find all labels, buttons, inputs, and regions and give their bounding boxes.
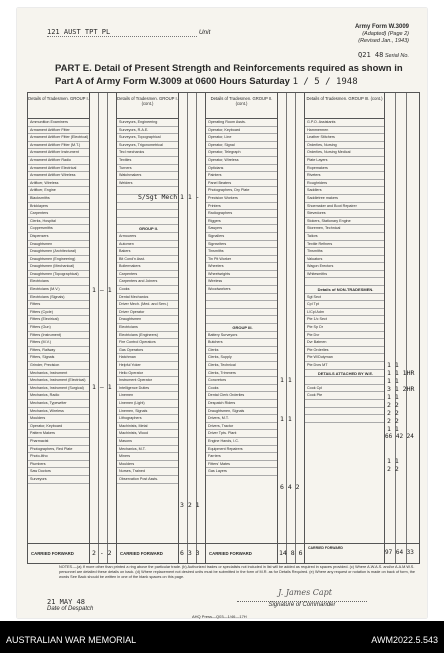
trade-row: Fitters (Instrument) [28,332,89,340]
trade-row: Panel Beaters [206,180,277,188]
cf-label-4: CARRIED FORWARD [308,546,343,550]
trade-row: Cpl Tpt [305,301,384,309]
hw-c4-cpl: 1 1 1HR [387,369,415,377]
trade-row: Riggers [206,218,277,226]
col2-rows [117,119,178,484]
trade-row: Draughtsmen (Engineering) [28,256,89,264]
hw-c4-dvrs: 66 42 24 [385,433,414,440]
trade-row: Farriers [206,453,277,461]
form-line2: (Adapted) (Page 2) [362,31,409,37]
trade-row: Operator, Signal [206,142,277,150]
trade-row: Fitters (M.V.) [28,339,89,347]
trade-row: Armament Artificer Fitter (M.T.) [28,142,89,150]
trade-row: Hatchman [117,354,178,362]
trade-row: Linemen, Signals [117,408,178,416]
hw-c2-welder-nums: 1 1 - [180,193,200,201]
hw-cf-c4: 97 64 33 [385,549,414,556]
hw-c4-sgt: 1 1 [387,361,399,369]
trade-row: Tailors [305,233,384,241]
trade-row: Tinsmiths [305,248,384,256]
trade-row [305,415,384,423]
trade-row: Roughriders [305,180,384,188]
trade-row: Lithographers [117,415,178,423]
trade-row: Photographers, Dry Plate [206,187,277,195]
trade-row [117,218,178,226]
trade-row: Operator, Keyboard [28,423,89,431]
trade-row: Pte Dvr [305,332,384,340]
hw-cf-c2: 6 3 3 [180,549,200,557]
trade-row [305,377,384,385]
trade-row: GROUP III. [206,324,277,332]
unit-value: 121 AUST TPT PL [47,28,197,37]
col1-trades [28,93,90,563]
trade-row: Sawyers [206,225,277,233]
trade-row: Opticians [206,165,277,173]
hw-c1-elect: 1 — 1 [92,286,112,294]
form-reference [355,24,409,45]
trade-row: Moulders [28,415,89,423]
trade-row: Cooks [206,385,277,393]
trade-row: L/Cpl Adm [305,309,384,317]
trade-row: Riveters [305,172,384,180]
trade-row: Pte W/Dutyman [305,354,384,362]
trade-row: Draughtsmen [117,316,178,324]
trade-row: Surveyors [28,476,89,484]
trade-row: Pte 1/c Sect [305,316,384,324]
trade-row: Miners [117,453,178,461]
trade-row: Nurses, Trained [117,468,178,476]
trade-row [305,408,384,416]
trade-row: Boilermakers [117,263,178,271]
trade-row: Plate Layers [305,157,384,165]
trade-row: Drivers, M.T. [206,415,277,423]
trade-row: Surveyors, Trigonometrical [117,142,178,150]
trade-row [206,309,277,317]
trade-row: Textile Refiners [305,241,384,249]
trade-row: Turners [117,165,178,173]
trade-row: Dental Clerk Orderlies [206,392,277,400]
trade-row: Electricians (M.V.) [28,286,89,294]
print-code: AHQ Press—Q03—1/46—17H [192,614,247,619]
trade-row: Fitters' Mates [206,461,277,469]
trade-row: Pte Dvrs MT [305,362,384,370]
trade-row: Orderlies, Nursing Medical [305,149,384,157]
trade-row: Fitters (Gun) [28,324,89,332]
trade-row: Pharmacist [28,438,89,446]
trade-row: Pattern Makers [28,430,89,438]
hw-cf-c1: 2 - 2 [92,549,112,557]
trade-row: Linemen (Light) [117,400,178,408]
col3-header: Details of Tradesmen. GROUP II. (cont.) [206,93,277,119]
despatch-value: 21 MAY 48 [47,598,85,606]
trade-row: Saddlers [305,187,384,195]
trade-row: Drivers, Tractor [206,423,277,431]
trade-row [206,316,277,324]
trade-row [117,210,178,218]
trade-row: Engine Hands, I.C. [206,438,277,446]
col1-numbers [90,93,117,563]
trade-row: Clerks, Hospital [28,218,89,226]
signature-label: Signature of Commander [237,601,367,608]
trade-row: Mechanics, Typewriter [28,400,89,408]
trade-row: Wagon Erectors [305,263,384,271]
trade-row: Moulders [117,461,178,469]
commander-signature: J. James Capt [278,588,332,597]
trade-row: Operator, Wireless [206,157,277,165]
form-line3: (Revised Jan., 1943) [358,38,409,44]
trade-row: Printers [206,203,277,211]
trade-row: Concretors [206,377,277,385]
trade-row: Signallers [206,233,277,241]
trade-row: Clerks, Trimmers [206,370,277,378]
trade-row: Surveyors, R.A.E. [117,127,178,135]
trade-row: Fitters [28,301,89,309]
trade-row: Gas Operators [117,347,178,355]
trade-row: Draughtsmen (Mechanical) [28,263,89,271]
trade-row: Bakers [117,248,178,256]
trade-row: Mechanics, Instrument (Electrical) [28,377,89,385]
serial-label: Serial No. [384,53,409,59]
trade-row: Mechanics, Instrument [28,370,89,378]
trade-row: Armament Artificer Instrument [28,149,89,157]
trade-row: Tinsmiths [206,248,277,256]
trade-row: Carpenters [28,210,89,218]
trade-row: Photographers, Red Plate [28,446,89,454]
trade-row: Operating Room Assts. [206,119,277,127]
trade-row: Operator, Telegraph [206,149,277,157]
trade-row [305,400,384,408]
trade-row: Wheelwrights [206,271,277,279]
trade-row: Armourers [117,233,178,241]
trade-row: Despatch Riders [206,400,277,408]
unit-field [47,28,237,37]
trade-row: Driver Operator [117,309,178,317]
trade-row: Draughtsmen, Signals [206,408,277,416]
hw-c4-lcpl: 1 1 [387,377,399,385]
trade-row: Cooks [117,286,178,294]
hw-c4-cook-cpl: 1 1 [387,457,399,465]
trade-row: Welders [117,180,178,188]
trade-row [206,294,277,302]
trade-row: Electricians (Engineers) [117,332,178,340]
trade-row: Orderlies, Nursing [305,142,384,150]
archive-id: AWM2022.5.543 [371,635,438,645]
trade-row: Armament Artificer Radio [28,157,89,165]
title-date: 1 / 5 / 1948 [292,77,358,87]
hw-c3-clerks: 1 1 [280,415,292,423]
col2-numbers [179,93,206,563]
trade-row: Saddletree makers [305,195,384,203]
col4-header: Details of Tradesmen. GROUP III. (cont.) [305,93,384,119]
trade-row: Electricians [117,324,178,332]
trade-row: Carpenters and Joiners [117,278,178,286]
trade-row: GROUP II. [117,225,178,233]
col1-rows [28,119,89,484]
trade-row: Linemen [117,392,178,400]
hw-c4-cook-pte: 2 2 [387,465,399,473]
hw-c2-welder: S/Sgt Mech [138,193,178,201]
trade-row: Mechanics, M.T. [117,446,178,454]
strength-table [27,92,420,564]
trade-row: Valuators [305,256,384,264]
trade-row: Mechanics, Wireless [28,408,89,416]
trade-row: Helpful Yoker [117,362,178,370]
trade-row: Armament Artificer Electrical [28,165,89,173]
trade-row: Fitters, Signals [28,354,89,362]
trade-row: Storemen, Technical [305,225,384,233]
trade-row [206,301,277,309]
trade-row: Photo-litho [28,453,89,461]
trade-row: Surveyors, Engineering [117,119,178,127]
trade-row: Observation Post Assts. [117,476,178,484]
trade-row: Sgt Sect [305,294,384,302]
trade-row: Clerks, Technical [206,362,277,370]
title-prefix: Part A of Army Form W.3009 at 0600 Hours Saturday [55,76,290,87]
trade-row: Precision Workers [206,195,277,203]
despatch-field [47,598,93,612]
trade-row: Armament Artificer Wireless [28,172,89,180]
trade-row: Carpenters [117,271,178,279]
trade-row: Driver Tpts. Plant [206,430,277,438]
hw-c4-sp-dr: 1 1 [387,393,399,401]
trade-row: Mechanics, Instrument (Surgical) [28,385,89,393]
trade-row: Armament Artificer Fitter (Electrical) [28,134,89,142]
trade-row: Gas Layers [206,468,277,476]
trade-row: DETAILS ATTACHED BY W.E. [305,370,384,378]
trade-row: Whitesmiths [305,271,384,279]
serial-value: Q21 48 [358,51,384,59]
archive-name: AUSTRALIAN WAR MEMORIAL [6,635,137,645]
trade-row: Coppersmiths [28,225,89,233]
trade-row: Dispensers [28,233,89,241]
trade-row: Shoemaker and Boot Repairer [305,203,384,211]
trade-row: Battery Surveyors [206,332,277,340]
hw-c4-dvr: 2 2 [387,401,399,409]
trade-row: Cook Pte [305,392,384,400]
trade-row: Watchmakers [117,172,178,180]
trade-row: Woodworkers [206,286,277,294]
trade-row: Pte Sp Dr [305,324,384,332]
trade-row: Mechanics, Radio [28,392,89,400]
hw-c4-pte-sect: 3 1 2HR [387,385,415,393]
trade-row: Plumbers [28,461,89,469]
trade-row: Artificer, Engine [28,187,89,195]
trade-row: Ropemakers [305,165,384,173]
serial-field [358,51,409,59]
trade-row: Radiographers [206,210,277,218]
trade-row: Bricklayers [28,203,89,211]
trade-row: Stevedores [305,210,384,218]
trade-row: Wireless [206,278,277,286]
trade-row: Artificer, Wireless [28,180,89,188]
trade-row: Draughtsmen [28,241,89,249]
trade-row: Operator, Keyboard [206,127,277,135]
trade-row: Dvr Batmen [305,339,384,347]
trade-row: Stokers, Stationary Engine [305,218,384,226]
trade-row: Clerks, Supply [206,354,277,362]
trade-row [305,278,384,286]
trade-row: Helio Operator [117,370,178,378]
trade-row: Cook Cpl [305,385,384,393]
cf-label-2: CARRIED FORWARD [120,551,163,556]
trade-row: Driver Mech. (Med. and Serv.) [117,301,178,309]
trade-row: G.P.O. Assistants [305,119,384,127]
trade-row: Draughtsmen (Architectural) [28,248,89,256]
hw-c3-drivers: 6 4 2 [280,483,300,491]
form-title-line2 [55,76,358,87]
cf-label-1: CARRIED FORWARD [31,551,74,556]
trade-row: Dental Mechanics [117,294,178,302]
trade-row: Blacksmiths [28,195,89,203]
trade-row: Operator, Line [206,134,277,142]
col3-numbers [278,93,305,563]
trade-row: Tin Pit Worker [206,256,277,264]
hw-cf-c3: 14 8 6 [279,549,303,557]
cf-label-3: CARRIED FORWARD [209,551,252,556]
trade-row: Grinder, Precision [28,362,89,370]
col2-header: Details of Tradesmen. GROUP I. (cont.) [117,93,178,119]
form-sheet [17,8,427,618]
trade-row: Bit Cond'n Asst. [117,256,178,264]
trade-row: Fire Control Operators [117,339,178,347]
trade-row: Surveyors, Topographical [117,134,178,142]
trade-row: Butchers [206,339,277,347]
trade-row: Hammermen [305,127,384,135]
trade-row: Ammunition Examiners [28,119,89,127]
form-notes: NOTES.—(a) If more other than printed a ring above the particular trade. (b) Authorized trades or specialists not included in list will be added as required in spaces provided. (c) Where A.W.A.S. and/or A.A.M.W.S. personnel are detailed these details on back. (d) Where replacement not desired units must be submitted in the form of M.R. as for Details Required. (e) Where any request or notation is made on back of form, the words See Back should be written in one of the blank spaces on this page. [59,565,416,579]
trade-row: Pte Orderlies [305,347,384,355]
trade-row: Machinists, Metal [117,423,178,431]
trade-row: Draughtsmen (Topographical) [28,271,89,279]
hw-c1-fitters: 1 — 1 [92,383,112,391]
unit-label: Unit [198,29,211,36]
hw-c4-batmen: 2 2 [387,409,399,417]
trade-row: Tecl mechanics [117,149,178,157]
trade-row: Clerks [206,347,277,355]
trade-row: Signwriters [206,241,277,249]
trade-row: Leather Stitchers [305,134,384,142]
col3-trades [206,93,278,563]
trade-row: Electricians [28,278,89,286]
col4-trades [305,93,385,563]
trade-row: Details of NON-TRADESMEN. [305,286,384,294]
col2-trades [117,93,179,563]
trade-row: Masons [117,438,178,446]
trade-row: Painters [206,172,277,180]
form-line1: Army Form W.3009 [354,24,409,30]
trade-row: Intelligence Duties [117,385,178,393]
col1-header: Details of Tradesmen. GROUP I. [28,93,89,119]
trade-row: Fitters (Cycle) [28,309,89,317]
hw-c4-ord: 2 2 [387,417,399,425]
trade-row: Fitters (Electrical) [28,316,89,324]
trade-row: Equipment Repairers [206,446,277,454]
col3-rows [206,119,277,476]
trade-row: Textiles [117,157,178,165]
trade-row: Wheelers [206,263,277,271]
trade-row: Saw Doctors [28,468,89,476]
col4-numbers [385,93,419,563]
trade-row: Armament Artificer Fitter [28,127,89,135]
despatch-label: Date of Despatch [47,606,94,612]
trade-row: Automen [117,241,178,249]
hw-c4-wd: 1 1 [387,425,399,433]
trade-row: Machinists, Wood [117,430,178,438]
hw-c2-mech: 3 2 1 [180,501,200,509]
trade-row: Instrument Operator [117,377,178,385]
trade-row: Fitters, Railway [28,347,89,355]
trade-row: Electricians (Signals) [28,294,89,302]
archive-bar [0,621,444,653]
trade-row [117,203,178,211]
form-title-line1: PART E. Detail of Present Strength and Reinforcements required as shown in [55,63,403,74]
col4-rows [305,119,384,423]
hw-c3-group3: 1 1 [280,376,292,384]
